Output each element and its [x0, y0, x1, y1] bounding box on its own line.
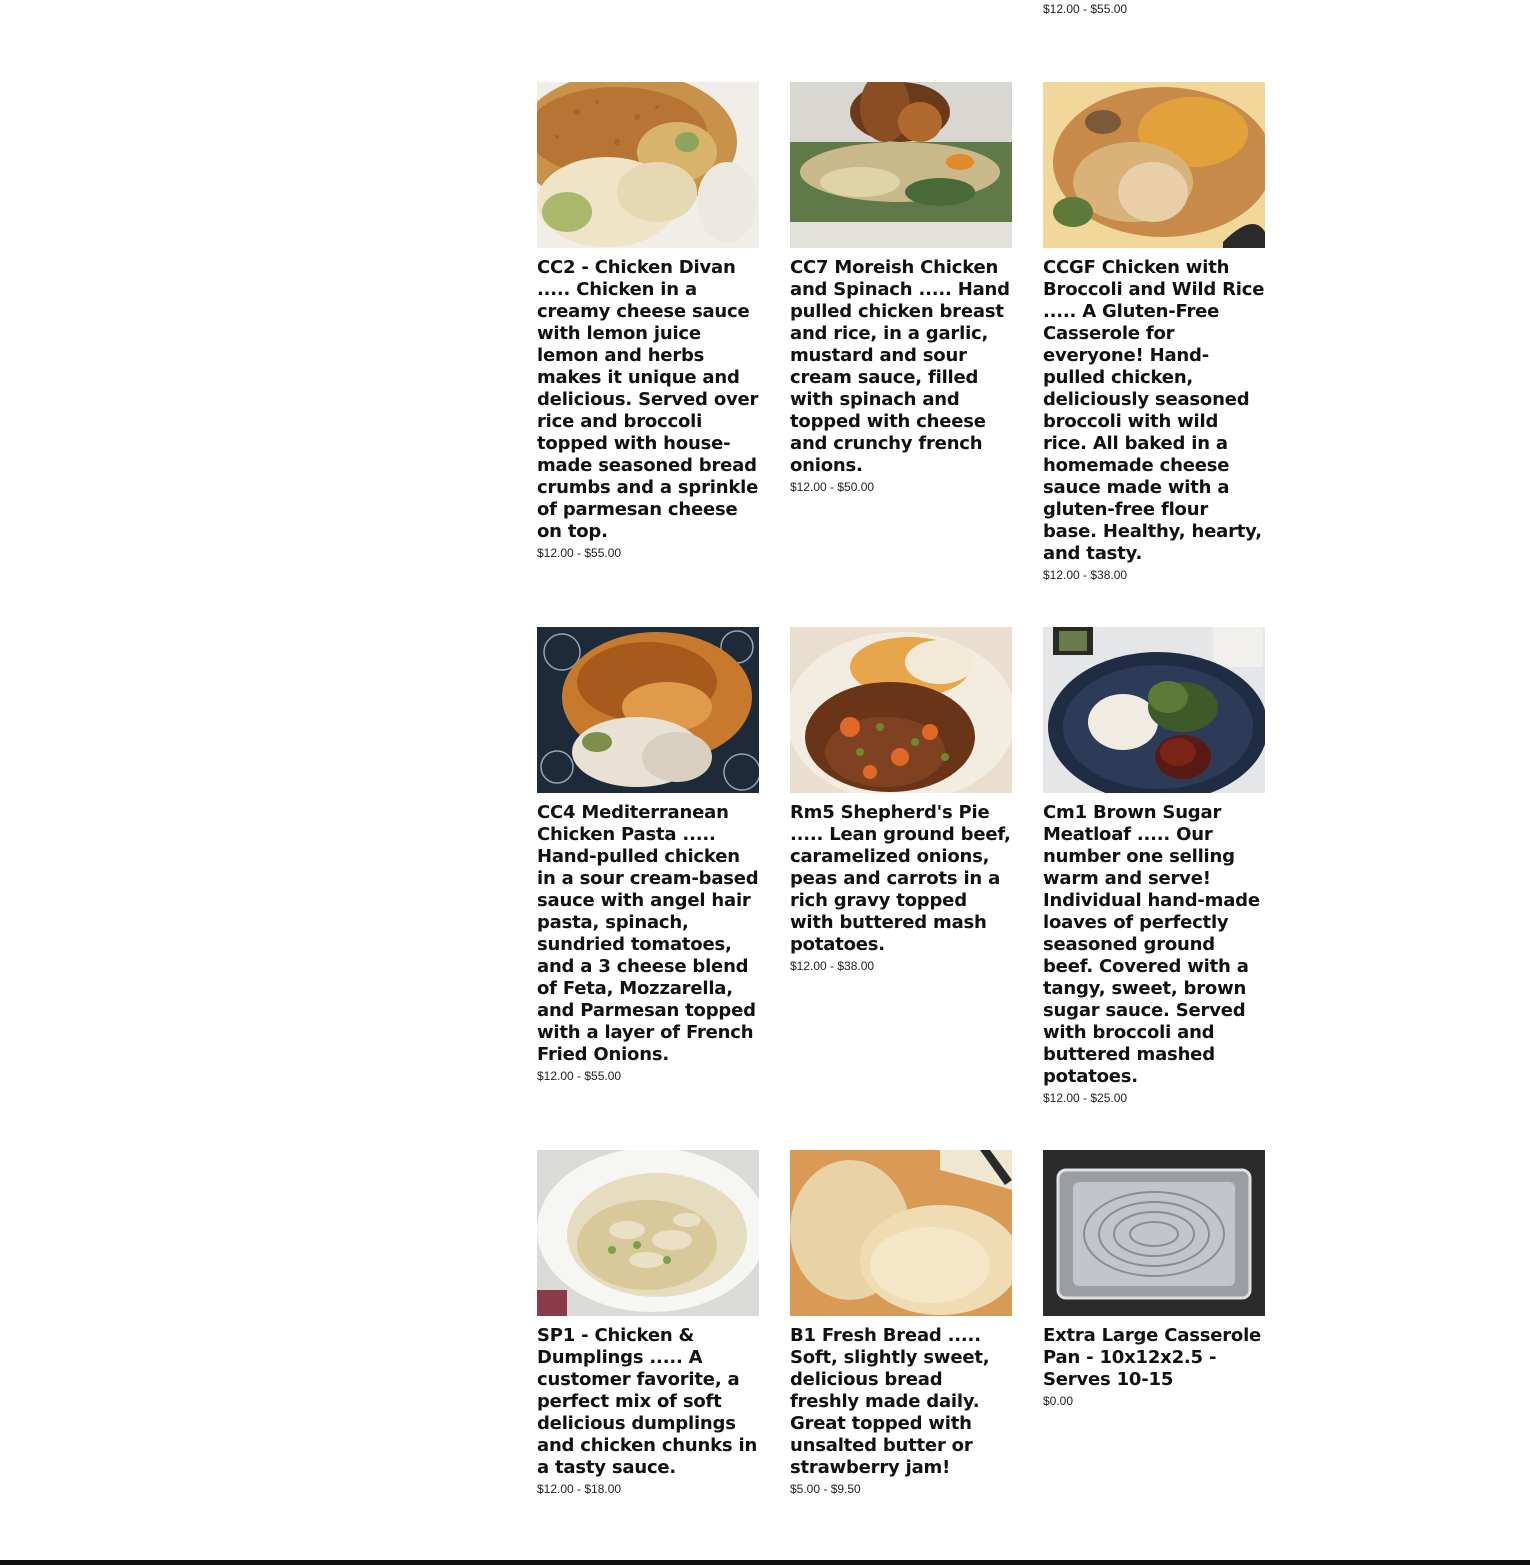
product-title[interactable]: CC4 Mediterranean Chicken Pasta ..... Hand-pulled chicken in a sour cream-based sauce with angel hair pasta, spinach, sundried tomatoes, and a 3 cheese blend of Feta, Mozzarella, and Parmesan topped with a layer of French Fried Onions. — [537, 802, 759, 1065]
product-price: $12.00 - $18.00 — [537, 1482, 622, 1496]
product-title[interactable]: CC2 - Chicken Divan ..... Chicken in a creamy cheese sauce with lemon juice lemon and herbs makes it unique and delicious. Served over rice and broccoli topped with house-made seasoned bread crumbs and a sprinkle of parmesan cheese on top. — [537, 257, 759, 542]
product-image-chicken-broccoli-wild-rice[interactable] — [1043, 82, 1265, 248]
product-title[interactable]: B1 Fresh Bread ..... Soft, slightly sweet, delicious bread freshly made daily. Great topped with unsalted butter or strawberry jam! — [790, 1325, 990, 1478]
product-title[interactable]: SP1 - Chicken & Dumplings ..... A customer favorite, a perfect mix of soft delicious dumplings and chicken chunks in a tasty sauce. — [537, 1325, 758, 1478]
product-title[interactable]: Cm1 Brown Sugar Meatloaf ..... Our number one selling warm and serve! Individual hand-made loaves of perfectly seasoned ground beef. Covered with a tangy, sweet, brown sugar sauce. Served with broccoli and buttered mashed potatoes. — [1043, 802, 1260, 1087]
product-title[interactable]: CC7 Moreish Chicken and Spinach ..... Hand pulled chicken breast and rice, in a garlic, mustard and sour cream sauce, filled with spinach and topped with cheese and crunchy french onions. — [790, 257, 1010, 476]
product-title[interactable]: Rm5 Shepherd's Pie ..... Lean ground beef, caramelized onions, peas and carrots in a rich gravy topped with buttered mash potatoes. — [790, 802, 1011, 955]
product-card[interactable] — [1043, 1150, 1265, 1408]
product-card[interactable] — [790, 627, 1012, 973]
product-card[interactable] — [1043, 627, 1265, 1105]
product-grid — [537, 82, 1265, 1550]
product-row — [537, 627, 1265, 1150]
product-image-foil-casserole-pan[interactable] — [1043, 1150, 1265, 1316]
product-price: $12.00 - $38.00 — [790, 959, 875, 973]
product-card[interactable] — [537, 82, 759, 560]
product-price: $12.00 - $38.00 — [1043, 568, 1128, 582]
product-image-shepherds-pie[interactable] — [790, 627, 1012, 793]
product-card[interactable] — [790, 82, 1012, 494]
product-card[interactable] — [537, 627, 759, 1083]
product-price: $0.00 — [1043, 1394, 1074, 1408]
product-row — [537, 1150, 1265, 1550]
product-price: $12.00 - $55.00 — [537, 546, 622, 560]
product-price: $12.00 - $55.00 — [537, 1069, 622, 1083]
product-title[interactable]: Extra Large Casserole Pan - 10x12x2.5 - Serves 10-15 — [1043, 1325, 1262, 1390]
product-image-chicken-dumplings[interactable] — [537, 1150, 759, 1316]
product-price: $12.00 - $55.00 — [1043, 2, 1128, 16]
footer-divider — [0, 1560, 1530, 1565]
product-image-brown-sugar-meatloaf[interactable] — [1043, 627, 1265, 793]
product-row — [537, 82, 1265, 627]
product-image-mediterranean-chicken-pasta[interactable] — [537, 627, 759, 793]
product-title[interactable]: CCGF Chicken with Broccoli and Wild Rice ..... A Gluten-Free Casserole for everyone! Hand-pulled chicken, deliciously seasoned broccoli with wild rice. All baked in a homemade cheese sauce made with a gluten-free flour base. Healthy, hearty, and tasty. — [1043, 257, 1265, 564]
product-image-chicken-spinach[interactable] — [790, 82, 1012, 248]
product-price: $12.00 - $25.00 — [1043, 1091, 1128, 1105]
product-image-chicken-divan[interactable] — [537, 82, 759, 248]
product-card[interactable] — [790, 1150, 1012, 1496]
product-card[interactable] — [1043, 82, 1265, 582]
product-image-fresh-bread[interactable] — [790, 1150, 1012, 1316]
product-card[interactable] — [537, 1150, 759, 1496]
product-price: $5.00 - $9.50 — [790, 1482, 861, 1496]
product-price: $12.00 - $50.00 — [790, 480, 875, 494]
